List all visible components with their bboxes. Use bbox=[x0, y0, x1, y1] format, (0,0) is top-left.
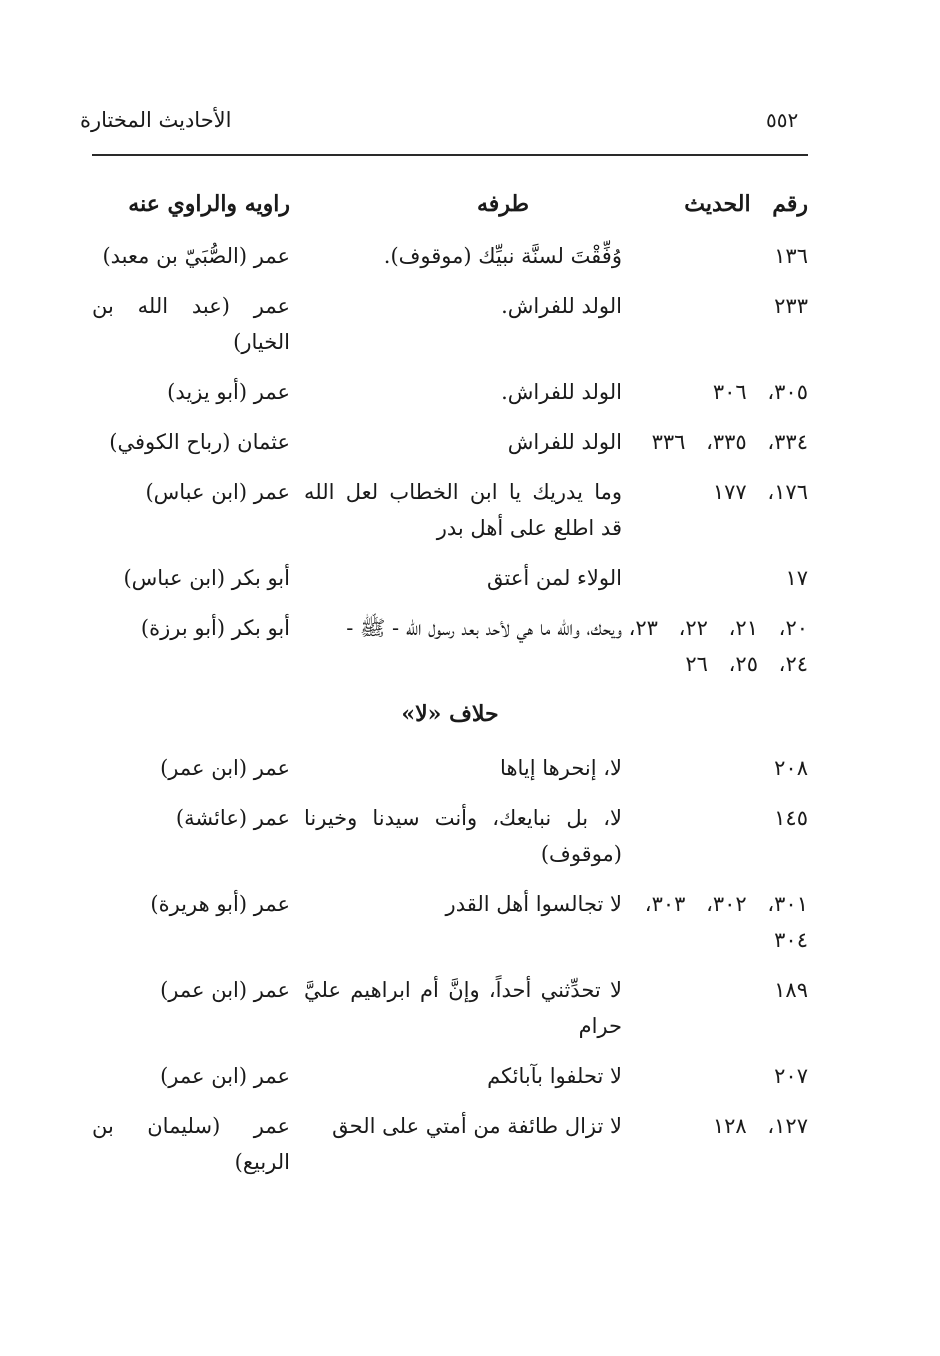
table-row bbox=[92, 474, 808, 546]
hadith-narrator: عمر (ابن عمر) bbox=[160, 1064, 290, 1088]
hadith-narrator: عمر (ابن عمر) bbox=[160, 756, 290, 780]
page-number: ٥٥٢ bbox=[766, 108, 799, 132]
hadith-narrator: عمر (ابن عمر) bbox=[160, 978, 290, 1002]
table-row bbox=[92, 1058, 808, 1094]
table-row bbox=[92, 1108, 808, 1180]
column-header-text: طرفه bbox=[477, 191, 529, 217]
table-row bbox=[92, 374, 808, 410]
table-row bbox=[92, 886, 808, 958]
hadith-number: ١٤٥ bbox=[774, 806, 808, 830]
hadith-number: ١٣٦ bbox=[774, 244, 808, 268]
hadith-narrator: عثمان (رباح الكوفي) bbox=[109, 430, 290, 454]
hadith-narrator: عمر (أبو يزيد) bbox=[167, 380, 290, 404]
hadith-text: لا، إنحرها إياها bbox=[500, 756, 622, 780]
hadith-number: ٣٠١، ٣٠٢، ٣٠٣، ٣٠٤ bbox=[644, 892, 808, 952]
hadith-index-table bbox=[92, 186, 808, 1194]
hadith-text: لا تحلفوا بآبائكم bbox=[487, 1064, 622, 1088]
header-rule bbox=[92, 154, 808, 156]
table-row bbox=[92, 424, 808, 460]
hadith-narrator: أبو بكر (أبو برزة) bbox=[140, 616, 290, 640]
section-title: حلاف «لا» bbox=[401, 701, 499, 727]
column-header-number: رقم الحديث bbox=[684, 191, 808, 217]
hadith-number: ٢٠، ٢١، ٢٢، ٢٣، ٢٤، ٢٥، ٢٦ bbox=[628, 616, 808, 676]
hadith-text: لا، بل نبايعك، وأنت سيدنا وخيرنا (موقوف) bbox=[304, 806, 622, 866]
hadith-text: الولد للفراش. bbox=[501, 294, 622, 318]
hadith-number: ١٧٦، ١٧٧ bbox=[712, 480, 808, 504]
hadith-number: ١٧ bbox=[785, 566, 808, 590]
hadith-text: الولد للفراش bbox=[507, 430, 622, 454]
hadith-text: وما يدريك يا ابن الخطاب لعل الله قد اطلع على أهل بدر bbox=[304, 480, 622, 540]
table-row bbox=[92, 610, 808, 682]
hadith-narrator: عمر (أبو هريرة) bbox=[150, 892, 290, 916]
hadith-number: ٣٠٥، ٣٠٦ bbox=[712, 380, 808, 404]
hadith-text: وُفِّقْتَ لسنَّة نبيِّك (موقوف). bbox=[383, 244, 622, 268]
hadith-number: ١٢٧، ١٢٨ bbox=[712, 1114, 808, 1138]
hadith-narrator: عمر (ابن عباس) bbox=[145, 480, 290, 504]
column-header-narrator: راويه والراوي عنه bbox=[128, 191, 290, 217]
table-header-row bbox=[92, 186, 808, 222]
hadith-number: ١٨٩ bbox=[774, 978, 808, 1002]
hadith-number: ٢٣٣ bbox=[774, 294, 808, 318]
hadith-text: الولاء لمن أعتق bbox=[486, 566, 622, 590]
hadith-narrator: عمر (عائشة) bbox=[175, 806, 290, 830]
hadith-text: لا تحدِّثني أحداً، وإنَّ أم ابراهيم عليَّ حرام bbox=[304, 978, 622, 1038]
hadith-number: ٣٣٤، ٣٣٥، ٣٣٦ bbox=[651, 430, 808, 454]
hadith-number: ٢٠٧ bbox=[774, 1064, 808, 1088]
table-row bbox=[92, 560, 808, 596]
hadith-narrator: عمر (عبد الله بن الخيار) bbox=[92, 294, 290, 354]
table-row bbox=[92, 238, 808, 274]
hadith-narrator: عمر (الصُّبَيّ بن معبد) bbox=[102, 244, 290, 268]
hadith-narrator: أبو بكر (ابن عباس) bbox=[123, 566, 290, 590]
table-row bbox=[92, 750, 808, 786]
hadith-number: ٢٠٨ bbox=[774, 756, 808, 780]
table-row bbox=[92, 288, 808, 360]
table-row bbox=[92, 972, 808, 1044]
hadith-text: لا تجالسوا أهل القدر bbox=[445, 892, 622, 916]
hadith-narrator: عمر (سليمان بن الربيع) bbox=[92, 1114, 290, 1174]
hadith-text: ويحك، والله ما هي لأحد بعد رسول الله - ﷺ - bbox=[346, 616, 622, 640]
hadith-text: لا تزال طائفة من أمتي على الحق bbox=[332, 1114, 622, 1138]
hadith-text: الولد للفراش. bbox=[501, 380, 622, 404]
table-row bbox=[92, 800, 808, 872]
running-title: الأحاديث المختارة bbox=[80, 108, 232, 132]
